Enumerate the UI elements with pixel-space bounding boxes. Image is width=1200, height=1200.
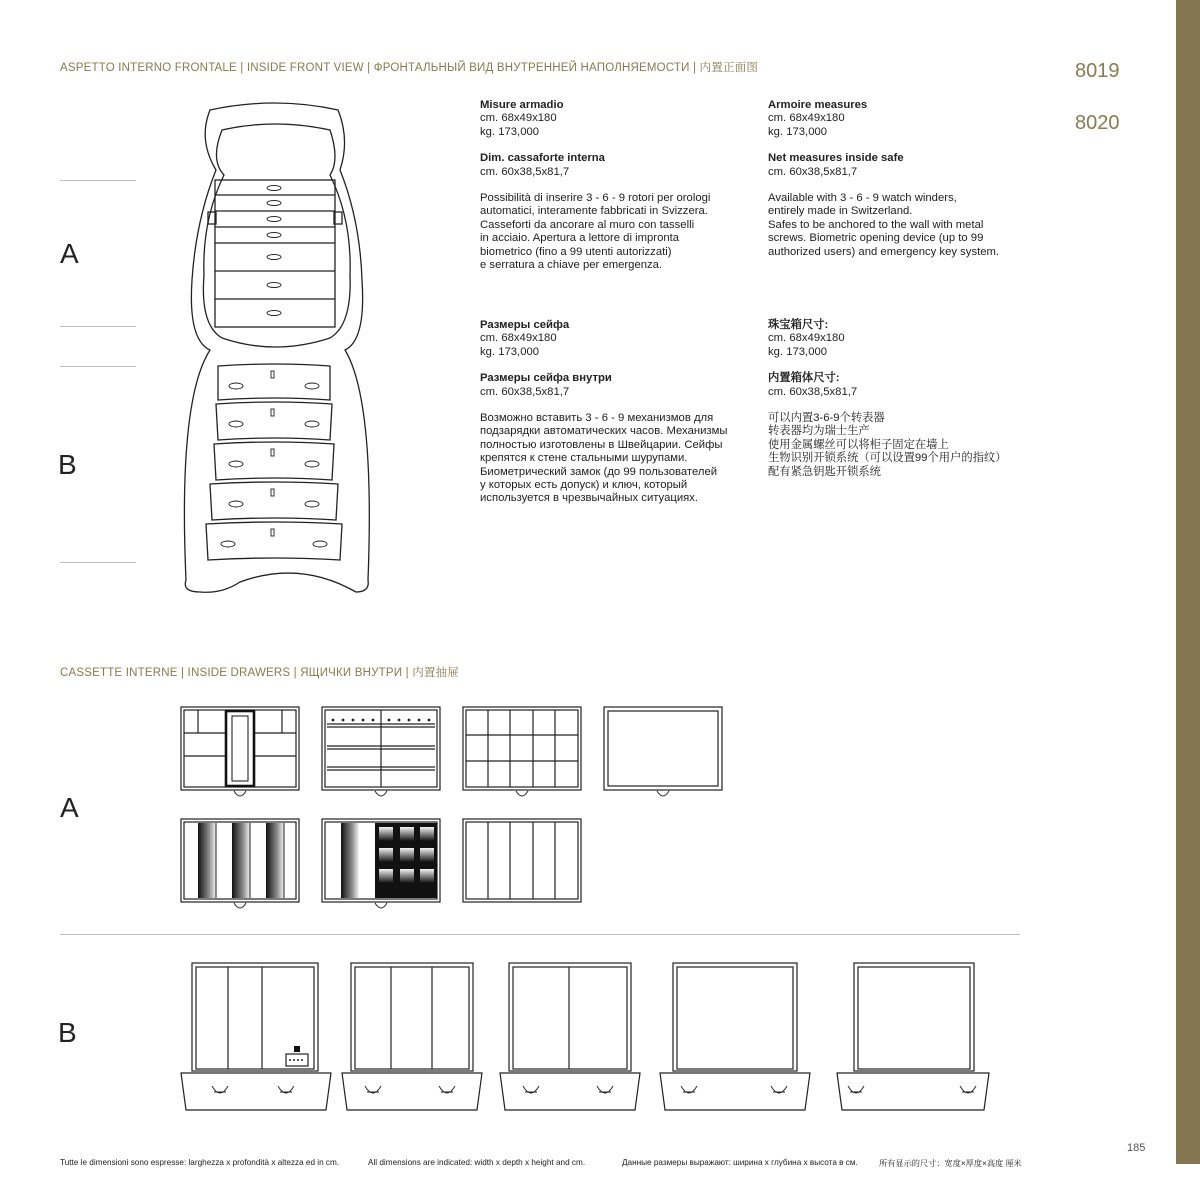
ru-measures-weight: kg. 173,000 — [480, 345, 540, 358]
drawer-b2-three — [341, 962, 483, 1112]
ru-measures-dims: cm. 68x49x180 — [480, 332, 557, 345]
footer-note-it: Tutte le dimensioni sono espresse: larghezza x profondità x altezza ed in cm. — [60, 1158, 340, 1167]
specs-english — [768, 99, 1038, 272]
ru-inner-dims: cm. 60x38,5x81,7 — [480, 385, 570, 398]
zh-measures-weight: kg. 173,000 — [768, 345, 828, 358]
zh-measures-dims: cm. 68x49x180 — [768, 332, 845, 345]
ru-desc-line: крепятся к стене стальными шурупами. — [480, 452, 688, 465]
en-measures-title: Armoire measures — [768, 99, 868, 111]
section-b-label: B — [58, 449, 77, 480]
section-b-rule-top — [60, 366, 136, 367]
drawer-b3-two — [499, 962, 641, 1112]
specs-russian — [480, 319, 755, 519]
en-desc-line: Safes to be anchored to the wall with metal — [768, 218, 984, 231]
page-number: 185 — [1127, 1142, 1146, 1154]
en-desc-line: Available with 3 - 6 - 9 watch winders, — [768, 192, 957, 205]
zh-desc-line: 转表器均为瑞士生产 — [768, 425, 870, 438]
side-accent-bar — [1176, 0, 1200, 1164]
ru-measures-title: Размеры сейфа — [480, 319, 570, 331]
it-measures-weight: kg. 173,000 — [480, 125, 540, 138]
it-desc-line: Possibilità di inserire 3 - 6 - 9 rotori per orologi — [480, 192, 711, 205]
drawers-b-label: B — [58, 1017, 77, 1048]
it-measures-title: Misure armadio — [480, 99, 564, 111]
drawers-divider — [60, 934, 1020, 935]
drawers-a-label: A — [60, 792, 79, 823]
product-code-8019: 8019 — [1075, 60, 1120, 82]
en-desc-line: authorized users) and emergency key system. — [768, 245, 1000, 258]
ru-desc-line: подзарядки автоматических часов. Механизмы — [480, 425, 728, 438]
zh-measures-title: 珠宝箱尺寸: — [768, 319, 829, 331]
zh-desc-line: 可以内置3-6-9个转表器 — [768, 412, 885, 425]
cabinet-front-drawing — [180, 100, 380, 610]
specs-italian — [480, 99, 745, 285]
drawer-b1-three-with-keypad — [180, 962, 332, 1112]
ru-desc-line: Биометрический замок (до 99 пользователей — [480, 465, 718, 478]
zh-desc-line: 使用金属螺丝可以将柜子固定在墙上 — [768, 438, 949, 451]
drawer-a6-mixed — [321, 818, 441, 913]
en-measures-dims: cm. 68x49x180 — [768, 112, 845, 125]
it-desc-line: automatici, interamente fabbricati in Svizzera. — [480, 205, 708, 218]
it-inner-title: Dim. cassaforte interna — [480, 152, 605, 165]
ru-desc-line: используется в чрезвычайных ситуациях. — [480, 492, 699, 505]
en-measures-weight: kg. 173,000 — [768, 125, 828, 138]
drawer-a1-dividers — [180, 706, 300, 801]
product-code-8020: 8020 — [1075, 112, 1120, 134]
it-measures-dims: cm. 68x49x180 — [480, 112, 557, 125]
en-inner-title: Net measures inside safe — [768, 152, 904, 165]
ru-desc-line: полностью изготовлены в Швейцарии. Сейфы — [480, 438, 723, 451]
it-desc-line: biometrico (fino a 99 utenti autorizzati) — [480, 245, 672, 258]
it-desc-line: Casseforti da ancorare al muro con tasselli — [480, 218, 695, 231]
section-a-rule-bottom — [60, 326, 136, 327]
footer-note-ru: Данные размеры выражают: ширина х глубина х высота в см. — [622, 1158, 858, 1167]
zh-description — [768, 412, 1048, 479]
drawer-a3-grid — [462, 706, 582, 801]
drawer-a5-watch-rolls — [180, 818, 300, 913]
section-a-rule-top — [60, 180, 136, 181]
footer-note-zh: 所有显示的尺寸：宽度×厚度×高度 厘米 — [879, 1159, 1022, 1168]
drawers-title: CASSETTE INTERNE | INSIDE DRAWERS | ЯЩИЧКИ ВНУТРИ | 内置抽屉 — [60, 667, 460, 679]
en-desc-line: entirely made in Switzerland. — [768, 205, 913, 218]
en-desc-line: screws. Biometric opening device (up to 99 — [768, 232, 984, 245]
section-a-label: A — [60, 238, 79, 269]
it-inner-dims: cm. 60x38,5x81,7 — [480, 165, 570, 178]
drawer-b5-single — [836, 962, 990, 1112]
ru-description — [480, 412, 755, 506]
section-b-rule-bottom — [60, 562, 136, 563]
zh-inner-title: 内置箱体尺寸: — [768, 372, 840, 385]
en-description — [768, 192, 1038, 259]
zh-desc-line: 生物识别开锁系统（可以设置99个用户的指纹） — [768, 452, 1007, 465]
it-desc-line: in acciaio. Apertura a lettore di impronta — [480, 232, 680, 245]
drawer-a4-open — [603, 706, 723, 801]
ru-desc-line: у которых есть допуск) и ключ, который — [480, 479, 688, 492]
specs-chinese — [768, 319, 1048, 492]
ru-inner-title: Размеры сейфа внутри — [480, 372, 612, 385]
zh-desc-line: 配有紧急钥匙开锁系统 — [768, 465, 881, 478]
footer-note-en: All dimensions are indicated: width x depth x height and cm. — [368, 1158, 586, 1167]
zh-inner-dims: cm. 60x38,5x81,7 — [768, 385, 858, 398]
page-title: ASPETTO INTERNO FRONTALE | INSIDE FRONT VIEW | ФРОНТАЛЬНЫЙ ВИД ВНУТРЕННЕЙ НАПОЛНЯЕМОСТИ | 内置正面图 — [60, 62, 759, 74]
it-description — [480, 192, 745, 272]
it-desc-line: e serratura a chiave per emergenza. — [480, 259, 663, 272]
drawer-b4-single — [659, 962, 811, 1112]
en-inner-dims: cm. 60x38,5x81,7 — [768, 165, 858, 178]
drawer-a7-slots — [462, 818, 582, 913]
drawer-a2-pins — [321, 706, 441, 801]
ru-desc-line: Возможно вставить 3 - 6 - 9 механизмов для — [480, 412, 714, 425]
